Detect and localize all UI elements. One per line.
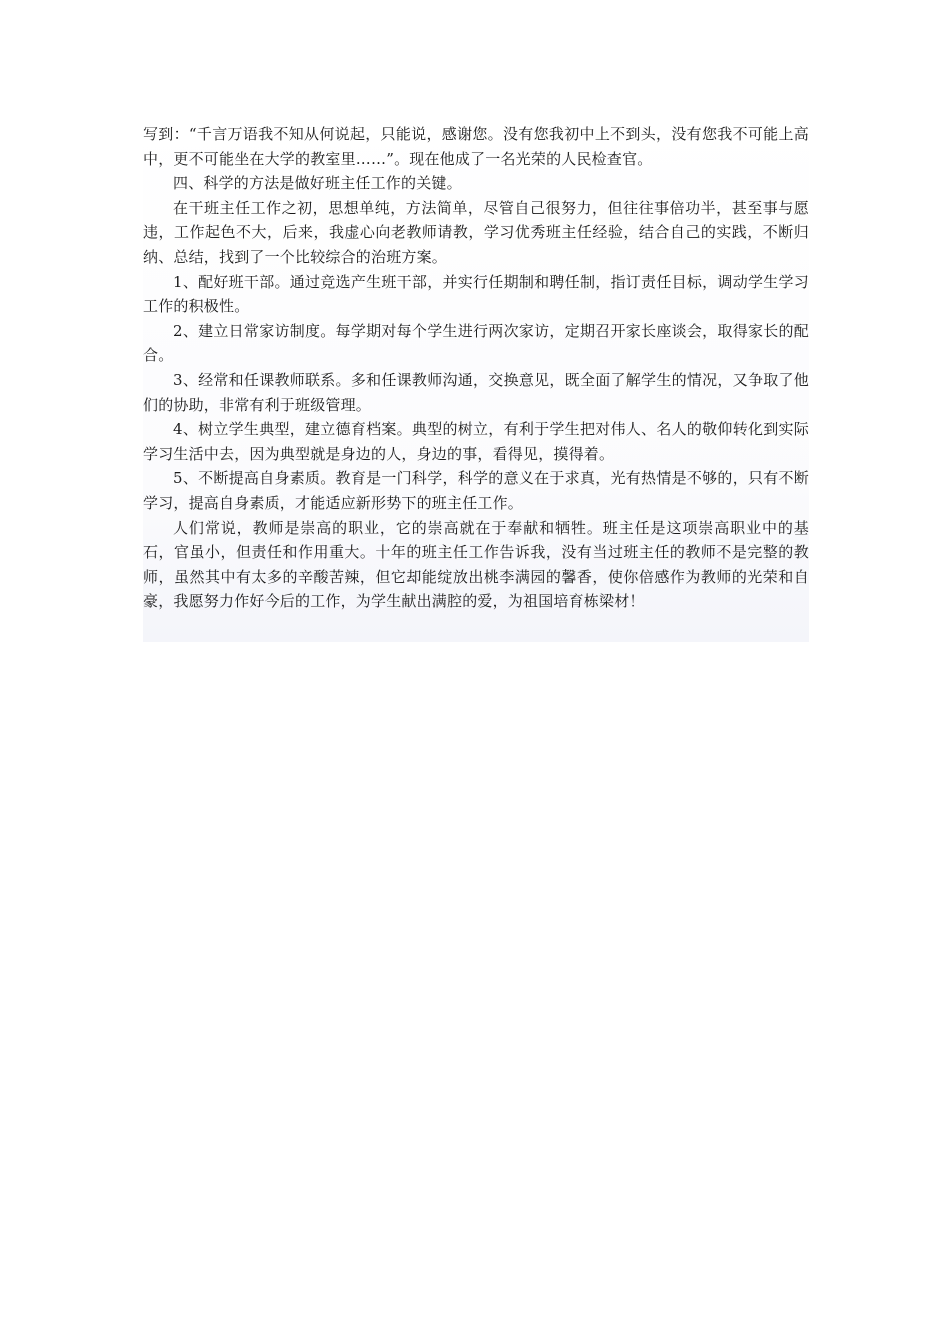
list-item-5: 5、不断提高自身素质。教育是一门科学，科学的意义在于求真，光有热情是不够的，只有不断学习，提高自身素质，才能适应新形势下的班主任工作。 (143, 469, 809, 512)
list-item-2: 2、建立日常家访制度。每学期对每个学生进行两次家访，定期召开家长座谈会，取得家长的配合。 (143, 321, 809, 365)
list-item-4: 4、树立学生典型，建立德育档案。典型的树立，有利于学生把对伟人、名人的敬仰转化到实际学习生活中去，因为典型就是身边的人，身边的事，看得见，摸得着。 (143, 420, 809, 463)
paragraph-conclusion: 人们常说，教师是崇高的职业，它的崇高就在于奉献和牺牲。班主任是这项崇高职业中的基石，官虽小，但责任和作用重大。十年的班主任工作告诉我，没有当过班主任的教师不是完整的教师，虽然其中有太多的辛酸苦辣，但它却能绽放出桃李满园的馨香，使你倍感作为教师的光荣和自豪，我愿努力作好今后的工作，为学生献出满腔的爱，为祖国培育栋梁材！ (143, 518, 809, 611)
section-heading-four: 四、科学的方法是做好班主任工作的关键。 (173, 174, 462, 193)
list-item-1: 1、配好班干部。通过竞选产生班干部，并实行任期制和聘任制，指订责任目标，调动学生学习工作的积极性。 (143, 272, 809, 316)
document-text-block (143, 122, 809, 642)
list-item-3: 3、经常和任课教师联系。多和任课教师沟通，交换意见，既全面了解学生的情况，又争取了他们的协助，非常有利于班级管理。 (143, 370, 809, 414)
paragraph-method-intro: 在干班主任工作之初，思想单纯，方法简单，尽管自己很努力，但往往事倍功半，甚至事与愿违，工作起色不大，后来，我虚心向老教师请教，学习优秀班主任经验，结合自己的实践，不断归纳、总结，找到了一个比较综合的治班方案。 (143, 198, 809, 266)
paragraph-quote-continuation: 写到：“千言万语我不知从何说起，只能说，感谢您。没有您我初中上不到头，没有您我不可能上高中，更不可能坐在大学的教室里……”。现在他成了一名光荣的人民检查官。 (143, 125, 809, 168)
